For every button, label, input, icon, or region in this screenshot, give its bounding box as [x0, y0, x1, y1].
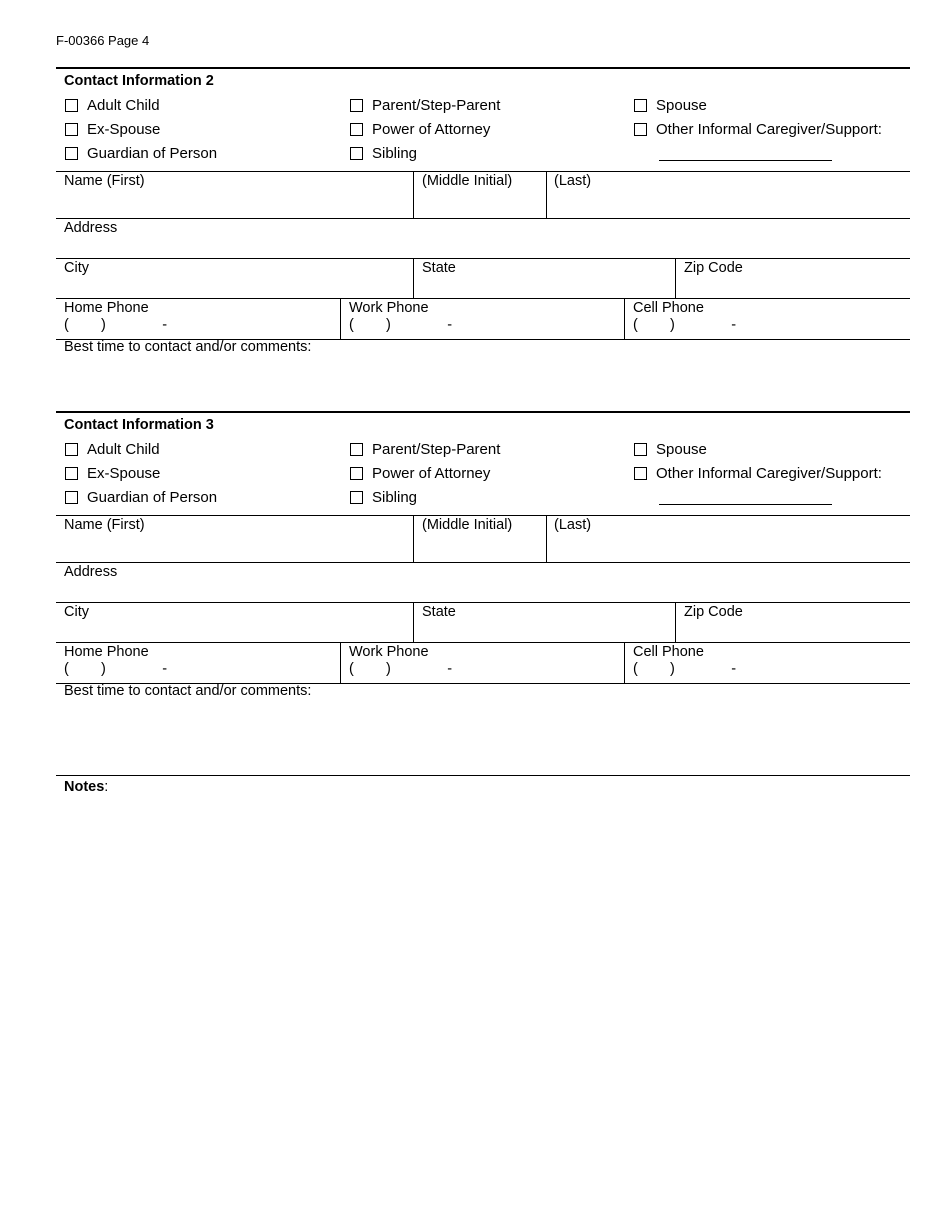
option-label: Parent/Step-Parent [372, 441, 501, 458]
comments-label: Best time to contact and/or comments: [64, 339, 312, 355]
option-other-caregiver[interactable] [634, 121, 882, 138]
other-caregiver-blank[interactable] [659, 160, 832, 161]
checkbox[interactable] [65, 147, 78, 160]
work-phone-label: Work Phone [349, 644, 429, 660]
checkbox[interactable] [350, 467, 363, 480]
state-label: State [422, 604, 456, 620]
cell-phone-field[interactable]: ( ) - [633, 661, 737, 677]
checkbox[interactable] [350, 123, 363, 136]
address-label: Address [64, 564, 118, 580]
comments-label: Best time to contact and/or comments: [64, 683, 312, 699]
notes-colon: : [104, 779, 109, 795]
page-header: F-00366 Page 4 [56, 33, 150, 48]
row-rule [56, 298, 910, 299]
row-rule [56, 515, 910, 516]
address-label: Address [64, 220, 118, 236]
option-label: Guardian of Person [87, 489, 218, 506]
checkbox[interactable] [65, 123, 78, 136]
home-phone-label: Home Phone [64, 644, 149, 660]
middle-initial-label: (Middle Initial) [422, 517, 513, 533]
option-label: Guardian of Person [87, 145, 218, 162]
notes-label-text: Notes [64, 779, 105, 795]
option-label: Other Informal Caregiver/Support: [656, 465, 882, 482]
divider [340, 642, 341, 683]
option-label: Ex-Spouse [87, 465, 161, 482]
option-power-of-attorney[interactable] [350, 121, 490, 138]
notes-section [56, 775, 910, 835]
divider [624, 298, 625, 339]
cell-phone-label: Cell Phone [633, 644, 704, 660]
option-label: Adult Child [87, 97, 160, 114]
checkbox[interactable] [350, 99, 363, 112]
checkbox[interactable] [65, 443, 78, 456]
row-rule [56, 602, 910, 603]
option-spouse[interactable] [634, 97, 707, 114]
option-sibling[interactable] [350, 489, 417, 506]
first-name-label: Name (First) [64, 517, 145, 533]
option-label: Spouse [656, 441, 707, 458]
row-rule [56, 218, 910, 219]
checkbox[interactable] [65, 467, 78, 480]
zip-code-label: Zip Code [684, 604, 743, 620]
section-title: Contact Information 2 [64, 73, 214, 89]
divider [413, 515, 414, 562]
first-name-label: Name (First) [64, 173, 145, 189]
option-ex-spouse[interactable] [65, 121, 160, 138]
option-label: Sibling [372, 145, 418, 162]
divider [675, 602, 676, 642]
option-label: Ex-Spouse [87, 121, 161, 138]
work-phone-field[interactable]: ( ) - [349, 661, 453, 677]
section-title: Contact Information 3 [64, 417, 214, 433]
checkbox[interactable] [634, 123, 647, 136]
divider [546, 515, 547, 562]
option-adult-child[interactable] [65, 441, 160, 458]
divider [413, 171, 414, 218]
notes-label [64, 779, 108, 795]
checkbox[interactable] [350, 147, 363, 160]
checkbox[interactable] [65, 99, 78, 112]
notes-rule [56, 775, 910, 776]
option-spouse[interactable] [634, 441, 707, 458]
checkbox[interactable] [634, 99, 647, 112]
city-label: City [64, 260, 89, 276]
checkbox[interactable] [350, 491, 363, 504]
section-top-rule [56, 67, 910, 69]
row-rule [56, 258, 910, 259]
divider [675, 258, 676, 298]
other-caregiver-blank[interactable] [659, 504, 832, 505]
option-label: Parent/Step-Parent [372, 97, 501, 114]
option-guardian[interactable] [65, 145, 217, 162]
divider [624, 642, 625, 683]
middle-initial-label: (Middle Initial) [422, 173, 513, 189]
option-parent[interactable] [350, 441, 500, 458]
option-sibling[interactable] [350, 145, 417, 162]
option-label: Power of Attorney [372, 465, 491, 482]
divider [413, 602, 414, 642]
option-parent[interactable] [350, 97, 500, 114]
checkbox[interactable] [634, 443, 647, 456]
zip-code-label: Zip Code [684, 260, 743, 276]
row-rule [56, 642, 910, 643]
row-rule [56, 171, 910, 172]
cell-phone-field[interactable]: ( ) - [633, 317, 737, 333]
checkbox[interactable] [65, 491, 78, 504]
checkbox[interactable] [350, 443, 363, 456]
divider [546, 171, 547, 218]
checkbox[interactable] [634, 467, 647, 480]
city-label: City [64, 604, 89, 620]
work-phone-label: Work Phone [349, 300, 429, 316]
option-other-caregiver[interactable] [634, 465, 882, 482]
option-label: Spouse [656, 97, 707, 114]
contact-section-3 [56, 411, 910, 775]
section-top-rule [56, 411, 910, 413]
home-phone-field[interactable]: ( ) - [64, 317, 168, 333]
contact-section-2 [56, 67, 910, 355]
home-phone-label: Home Phone [64, 300, 149, 316]
divider [413, 258, 414, 298]
option-adult-child[interactable] [65, 97, 160, 114]
row-rule [56, 562, 910, 563]
option-guardian[interactable] [65, 489, 217, 506]
option-label: Power of Attorney [372, 121, 491, 138]
home-phone-field[interactable]: ( ) - [64, 661, 168, 677]
work-phone-field[interactable]: ( ) - [349, 317, 453, 333]
option-power-of-attorney[interactable] [350, 465, 490, 482]
cell-phone-label: Cell Phone [633, 300, 704, 316]
option-label: Sibling [372, 489, 418, 506]
state-label: State [422, 260, 456, 276]
option-ex-spouse[interactable] [65, 465, 160, 482]
option-label: Other Informal Caregiver/Support: [656, 121, 882, 138]
last-name-label: (Last) [554, 517, 592, 533]
divider [340, 298, 341, 339]
option-label: Adult Child [87, 441, 160, 458]
last-name-label: (Last) [554, 173, 592, 189]
